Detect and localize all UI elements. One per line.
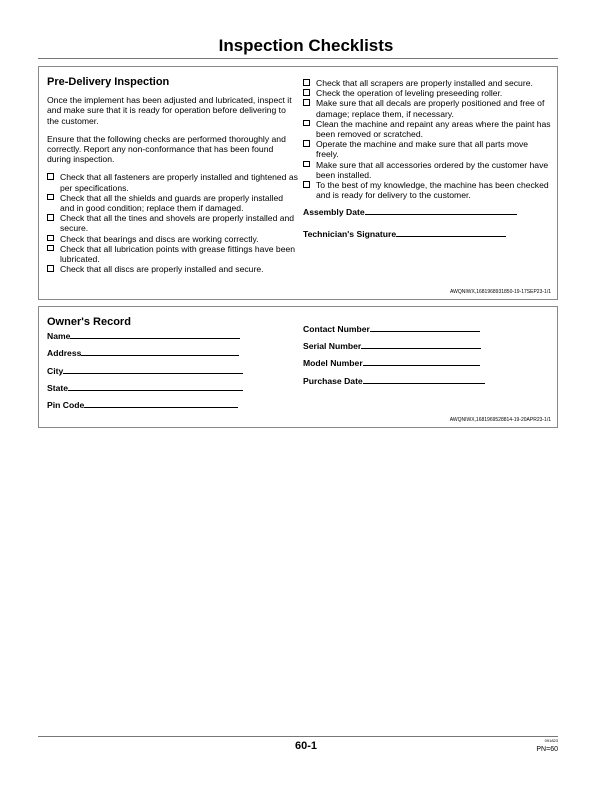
checklist-item[interactable] — [303, 78, 553, 88]
pdi-checklist-right — [303, 78, 553, 200]
pin-code-label: Pin Code — [47, 399, 85, 410]
checklist-item[interactable] — [303, 88, 553, 98]
state-label: State — [47, 382, 69, 393]
checklist-item-label: To the best of my knowledge, the machine has been checked and is ready for delivery to the customer. — [316, 180, 549, 201]
pin-code-field[interactable] — [47, 397, 299, 414]
checklist-item[interactable] — [47, 244, 299, 264]
serial-number-label: Serial Number — [303, 341, 362, 352]
checklist-item-label: Check that bearings and discs are working correctly. — [60, 233, 259, 244]
checkbox-icon[interactable] — [303, 79, 310, 86]
owners-record-title: Owner's Record — [47, 316, 131, 328]
owners-record-right-column — [303, 321, 553, 390]
purchase-date-input-line[interactable] — [363, 375, 485, 384]
title-divider — [38, 58, 558, 59]
checkbox-icon[interactable] — [47, 265, 54, 272]
checklist-item[interactable] — [303, 160, 553, 180]
pre-delivery-inspection-box — [38, 66, 558, 300]
pdi-right-column — [303, 78, 553, 239]
name-input-line[interactable] — [70, 330, 240, 339]
address-input-line[interactable] — [81, 347, 239, 356]
page-number: 60-1 — [294, 740, 318, 752]
pdi-intro-2: Ensure that the following checks are performed thoroughly and correctly. Report any non-conformance that has been found during inspection. — [47, 133, 286, 165]
serial-number-field[interactable] — [303, 338, 553, 355]
checklist-item[interactable] — [47, 172, 299, 192]
pdi-title: Pre-Delivery Inspection — [47, 76, 170, 88]
checkbox-icon[interactable] — [303, 140, 310, 147]
checklist-item-label: Check that all discs are properly installed and secure. — [60, 264, 264, 275]
checklist-item-label: Check that all lubrication points with grease fittings have been lubricated. — [60, 243, 296, 265]
checklist-item[interactable] — [47, 213, 299, 233]
checkbox-icon[interactable] — [303, 181, 310, 188]
city-label: City — [47, 365, 64, 376]
owners-record-box — [38, 306, 558, 428]
checkbox-icon[interactable] — [47, 194, 54, 201]
checklist-item-label: Check that all the tines and shovels are properly installed and secure. — [60, 213, 295, 234]
technician-signature-field[interactable] — [303, 228, 553, 239]
purchase-date-field[interactable] — [303, 373, 553, 390]
checklist-item-label: Check the operation of leveling preseeding roller. — [316, 88, 503, 99]
model-number-input-line[interactable] — [363, 357, 480, 366]
model-number-label: Model Number — [303, 358, 363, 369]
name-label: Name — [47, 331, 71, 342]
footer-divider — [38, 736, 558, 737]
pdi-intro-1: Once the implement has been adjusted and lubricated, inspect it and make sure that it is ready for operation before delivering to the customer. — [47, 95, 292, 126]
footer-code: 091823 — [544, 738, 558, 743]
checkbox-icon[interactable] — [47, 214, 54, 221]
checklist-item-label: Operate the machine and make sure that all parts move freely. — [316, 139, 529, 160]
technician-signature-input-line[interactable] — [396, 228, 506, 237]
purchase-date-label: Purchase Date — [303, 375, 363, 386]
checklist-item[interactable] — [303, 180, 553, 200]
state-field[interactable] — [47, 380, 299, 397]
pdi-checklist-left — [47, 172, 299, 274]
pdi-reference-code: AWQNIWX,1681968931850-19-17SEP23-1/1 — [450, 289, 551, 295]
checklist-item[interactable] — [47, 234, 299, 244]
technician-signature-label: Technician's Signature — [303, 228, 397, 239]
serial-number-input-line[interactable] — [361, 340, 481, 349]
address-field[interactable] — [47, 345, 299, 362]
checklist-item-label: Check that all fasteners are properly installed and tightened as per specifications. — [60, 172, 298, 193]
address-label: Address — [47, 348, 82, 359]
checkbox-icon[interactable] — [47, 245, 54, 252]
checkbox-icon[interactable] — [47, 235, 54, 242]
checklist-item[interactable] — [303, 98, 553, 118]
owners-record-reference-code: AWQNIWX,1681969528814-19-20APR23-1/1 — [449, 417, 551, 423]
pn-label: PN=60 — [536, 746, 558, 753]
city-input-line[interactable] — [63, 365, 243, 374]
assembly-date-input-line[interactable] — [365, 206, 517, 215]
page-title: Inspection Checklists — [218, 36, 394, 55]
assembly-date-label: Assembly Date — [303, 207, 365, 218]
checkbox-icon[interactable] — [303, 161, 310, 168]
city-field[interactable] — [47, 363, 299, 380]
contact-number-label: Contact Number — [303, 324, 370, 334]
state-input-line[interactable] — [68, 382, 243, 391]
checklist-item-label: Make sure that all decals are properly positioned and free of damage; replace them, if necessary. — [316, 98, 545, 119]
assembly-date-field[interactable] — [303, 206, 553, 217]
pdi-left-column — [47, 77, 299, 274]
checkbox-icon[interactable] — [47, 173, 54, 180]
contact-number-field[interactable] — [303, 321, 553, 338]
checklist-item-label: Make sure that all accessories ordered by the customer have been installed. — [316, 159, 549, 180]
checklist-item[interactable] — [47, 264, 299, 274]
checklist-item[interactable] — [303, 139, 553, 159]
checkbox-icon[interactable] — [303, 99, 310, 106]
checklist-item[interactable] — [47, 193, 299, 213]
owners-record-left-column — [47, 317, 299, 414]
name-field[interactable] — [47, 328, 299, 345]
model-number-field[interactable] — [303, 355, 553, 372]
pin-code-input-line[interactable] — [84, 399, 238, 408]
checklist-item-label: Check that all scrapers are properly installed and secure. — [316, 78, 533, 88]
checklist-item-label: Check that all the shields and guards are properly installed and in good condition; replace them if damaged. — [60, 192, 284, 214]
checkbox-icon[interactable] — [303, 89, 310, 96]
checklist-item-label: Clean the machine and repaint any areas where the paint has been removed or scratched. — [316, 118, 551, 140]
checklist-item[interactable] — [303, 119, 553, 139]
checkbox-icon[interactable] — [303, 120, 310, 127]
contact-number-input-line[interactable] — [370, 323, 480, 332]
